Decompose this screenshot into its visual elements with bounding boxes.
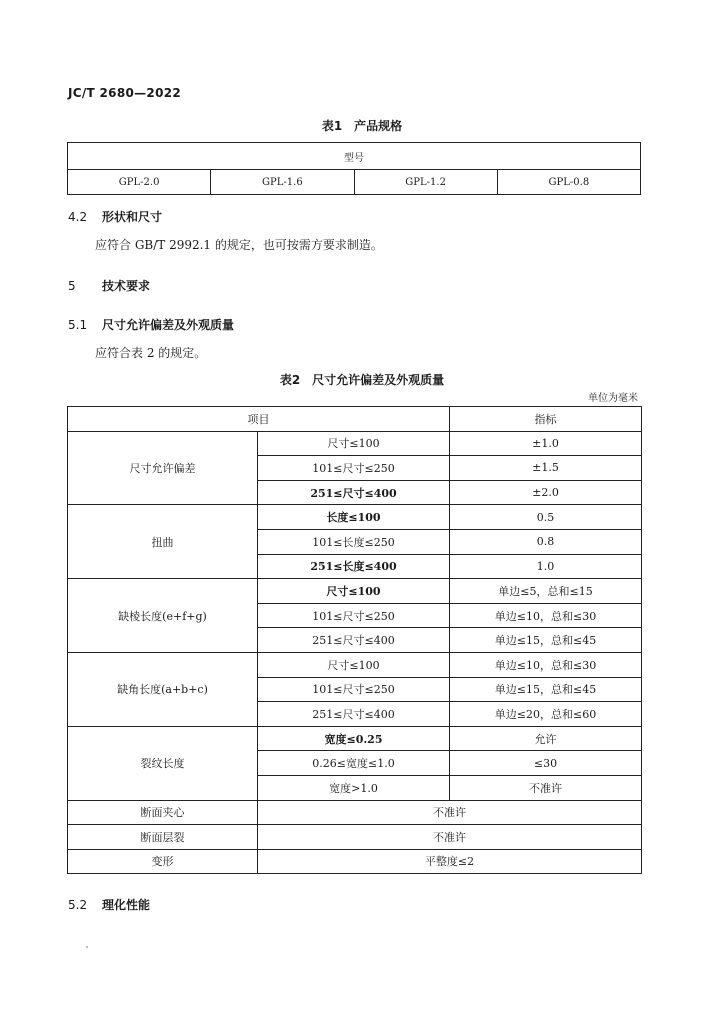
section-number: 5.2 [68, 898, 88, 912]
value-cell: 单边≤10，总和≤30 [450, 652, 642, 677]
section-4-2-text: 应符合 GB/T 2992.1 的规定，也可按需方要求制造。 [95, 238, 383, 252]
section-4-2-heading [68, 208, 162, 225]
standard-code: JC/T 2680—2022 [68, 86, 182, 100]
value-cell: 1.0 [450, 554, 642, 579]
simple-item-value: 不准许 [258, 800, 642, 825]
section-5-1-heading [68, 316, 234, 333]
table1-product-spec [67, 142, 641, 195]
value-cell: 0.8 [450, 529, 642, 554]
value-cell: 允许 [450, 726, 642, 751]
section-5-2-heading [68, 896, 150, 913]
value-cell: ±1.0 [450, 431, 642, 456]
value-cell: 0.5 [450, 505, 642, 530]
condition-cell: 宽度>1.0 [258, 775, 450, 800]
simple-item-value: 平整度≤2 [258, 849, 642, 874]
value-cell: 单边≤15，总和≤45 [450, 677, 642, 702]
group-name: 扭曲 [68, 505, 258, 579]
table1-header: 型号 [68, 143, 641, 170]
value-cell: ±2.0 [450, 480, 642, 505]
condition-cell: 101≤尺寸≤250 [258, 603, 450, 628]
condition-cell: 251≤尺寸≤400 [258, 628, 450, 653]
simple-item-name: 断面夹心 [68, 800, 258, 825]
scan-speck [86, 946, 88, 948]
group-name: 尺寸允许偏差 [68, 431, 258, 505]
section-title: 技术要求 [102, 279, 151, 293]
section-5-heading [68, 277, 150, 294]
condition-cell: 尺寸≤100 [258, 579, 450, 604]
condition-cell: 251≤长度≤400 [258, 554, 450, 579]
group-name: 裂纹长度 [68, 726, 258, 800]
condition-cell: 尺寸≤100 [258, 431, 450, 456]
model-cell: GPL-1.6 [211, 170, 354, 195]
value-cell: 单边≤20，总和≤60 [450, 702, 642, 727]
condition-cell: 101≤尺寸≤250 [258, 456, 450, 481]
section-number: 5 [68, 279, 76, 293]
condition-cell: 101≤尺寸≤250 [258, 677, 450, 702]
table2-tolerance-quality [67, 406, 642, 874]
section-number: 4.2 [68, 210, 88, 224]
condition-cell: 101≤长度≤250 [258, 529, 450, 554]
table2-unit: 单位为毫米 [588, 393, 638, 404]
condition-cell: 尺寸≤100 [258, 652, 450, 677]
model-cell: GPL-0.8 [497, 170, 640, 195]
condition-cell: 251≤尺寸≤400 [258, 480, 450, 505]
model-cell: GPL-2.0 [68, 170, 211, 195]
condition-cell: 长度≤100 [258, 505, 450, 530]
group-name: 缺棱长度(e+f+g) [68, 579, 258, 653]
condition-cell: 251≤尺寸≤400 [258, 702, 450, 727]
condition-cell: 0.26≤宽度≤1.0 [258, 751, 450, 776]
table2-caption: 表2 尺寸允许偏差及外观质量 [279, 373, 445, 387]
condition-cell: 宽度≤0.25 [258, 726, 450, 751]
col-header-item: 项目 [68, 407, 450, 432]
simple-item-name: 断面层裂 [68, 825, 258, 850]
value-cell: 单边≤5，总和≤15 [450, 579, 642, 604]
section-title: 形状和尺寸 [102, 210, 163, 224]
section-number: 5.1 [68, 318, 88, 332]
col-header-index: 指标 [450, 407, 642, 432]
section-title: 尺寸允许偏差及外观质量 [102, 318, 235, 332]
section-title: 理化性能 [102, 898, 151, 912]
value-cell: ≤30 [450, 751, 642, 776]
value-cell: 不准许 [450, 775, 642, 800]
value-cell: ±1.5 [450, 456, 642, 481]
table1-caption: 表1 产品规格 [321, 119, 403, 133]
value-cell: 单边≤15，总和≤45 [450, 628, 642, 653]
simple-item-value: 不准许 [258, 825, 642, 850]
section-5-1-text: 应符合表 2 的规定。 [95, 346, 207, 360]
group-name: 缺角长度(a+b+c) [68, 652, 258, 726]
model-cell: GPL-1.2 [354, 170, 497, 195]
value-cell: 单边≤10，总和≤30 [450, 603, 642, 628]
simple-item-name: 变形 [68, 849, 258, 874]
